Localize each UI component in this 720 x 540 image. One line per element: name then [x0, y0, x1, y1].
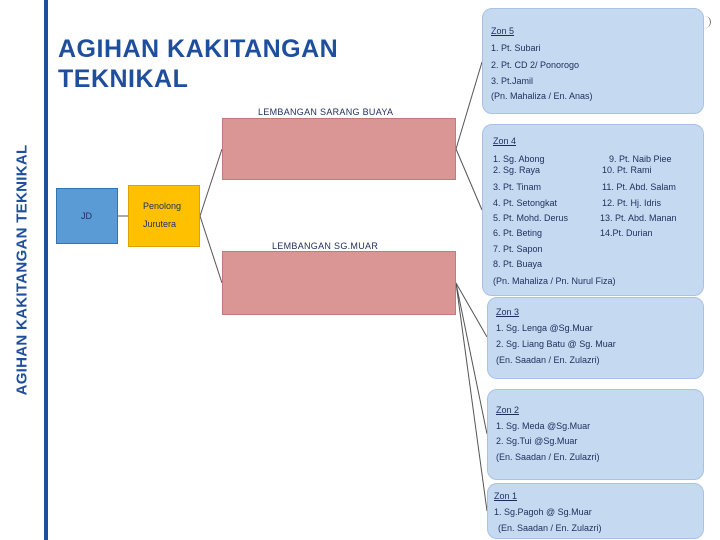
zon-1-box	[487, 483, 704, 539]
jd-box	[56, 188, 118, 244]
zon-4-item: 5. Pt. Mohd. Derus	[493, 213, 569, 223]
zon-3-box	[487, 297, 704, 379]
zon-4-item: 9. Pt. Naib Piee	[609, 154, 672, 164]
zon-5-box	[482, 8, 704, 114]
zon-5-item: 3. Pt.Jamil	[491, 76, 534, 86]
zon-2-item: 1. Sg. Meda @Sg.Muar	[496, 421, 591, 431]
connector-penolong-lembangan1	[200, 149, 222, 216]
connector-lembangan2-zon2	[456, 283, 487, 434]
zon-4-item: 4. Pt. Setongkat	[493, 198, 558, 208]
zon-5-item: 2. Pt. CD 2/ Ponorogo	[491, 60, 580, 70]
zon-1-staff: (En. Saadan / En. Zulazri)	[498, 523, 602, 533]
zon-4-item: 12. Pt. Hj. Idris	[602, 198, 662, 208]
zon-4-item: 2. Sg. Raya	[493, 165, 541, 175]
zon-4-item: 11. Pt. Abd. Salam	[602, 182, 676, 192]
zon-4-item: 8. Pt. Buaya	[493, 259, 543, 269]
zon-3-heading: Zon 3	[496, 307, 520, 317]
lembangan-sarang-buaya-label: LEMBANGAN SARANG BUAYA	[258, 107, 394, 117]
zon-5-staff: (Pn. Mahaliza / En. Anas)	[491, 91, 593, 101]
zon-4-heading: Zon 4	[493, 136, 517, 146]
penolong-label-line-2: Jurutera	[143, 219, 177, 229]
connector-lembangan1-zon5	[456, 62, 482, 149]
zon-2-item: 2. Sg.Tui @Sg.Muar	[496, 436, 578, 446]
connector-lembangan2-zon3	[456, 283, 487, 337]
zon-4-item: 14.Pt. Durian	[600, 228, 653, 238]
sidebar-title: AGIHAN KAKITANGAN TEKNIKAL	[13, 144, 31, 396]
zon-1-heading: Zon 1	[494, 491, 518, 501]
zon-4-item: 13. Pt. Abd. Manan	[600, 213, 677, 223]
lembangan-sarang-buaya-box	[222, 118, 456, 180]
zon-2-box	[487, 389, 704, 480]
zon-2-heading: Zon 2	[496, 405, 520, 415]
lembangan-sg-muar-label: LEMBANGAN SG.MUAR	[272, 241, 379, 251]
connector-lembangan1-zon4	[456, 149, 482, 210]
zon-4-item: 6. Pt. Beting	[493, 228, 543, 238]
zon-1-item: 1. Sg.Pagoh @ Sg.Muar	[494, 507, 592, 517]
zon-3-item: 2. Sg. Liang Batu @ Sg. Muar	[496, 339, 616, 349]
connector-lembangan2-zon1	[456, 283, 487, 511]
zon-5-heading: Zon 5	[491, 26, 515, 36]
zon-4-staff: (Pn. Mahaliza / Pn. Nurul Fiza)	[493, 276, 616, 286]
connector-penolong-lembangan2	[200, 216, 222, 283]
zon-4-item: 1. Sg. Abong	[493, 154, 545, 164]
zon-4-item: 10. Pt. Rami	[602, 165, 652, 175]
zon-4-item: 3. Pt. Tinam	[493, 182, 542, 192]
jd-label: JD	[81, 211, 92, 221]
zon-2-staff: (En. Saadan / En. Zulazri)	[496, 452, 600, 462]
zon-5-item: 1. Pt. Subari	[491, 43, 541, 53]
zon-4-item: 7. Pt. Sapon	[493, 244, 543, 254]
lembangan-sg-muar-box	[222, 251, 456, 315]
title-line-1: AGIHAN KAKITANGAN	[58, 35, 339, 63]
penolong-label-line-1: Penolong	[143, 201, 182, 211]
zon-3-staff: (En. Saadan / En. Zulazri)	[496, 355, 600, 365]
title-line-2: TEKNIKAL	[58, 65, 189, 93]
zon-3-item: 1. Sg. Lenga @Sg.Muar	[496, 323, 593, 333]
zon-4-box	[482, 124, 704, 296]
penolong-jurutera-box	[128, 185, 200, 247]
